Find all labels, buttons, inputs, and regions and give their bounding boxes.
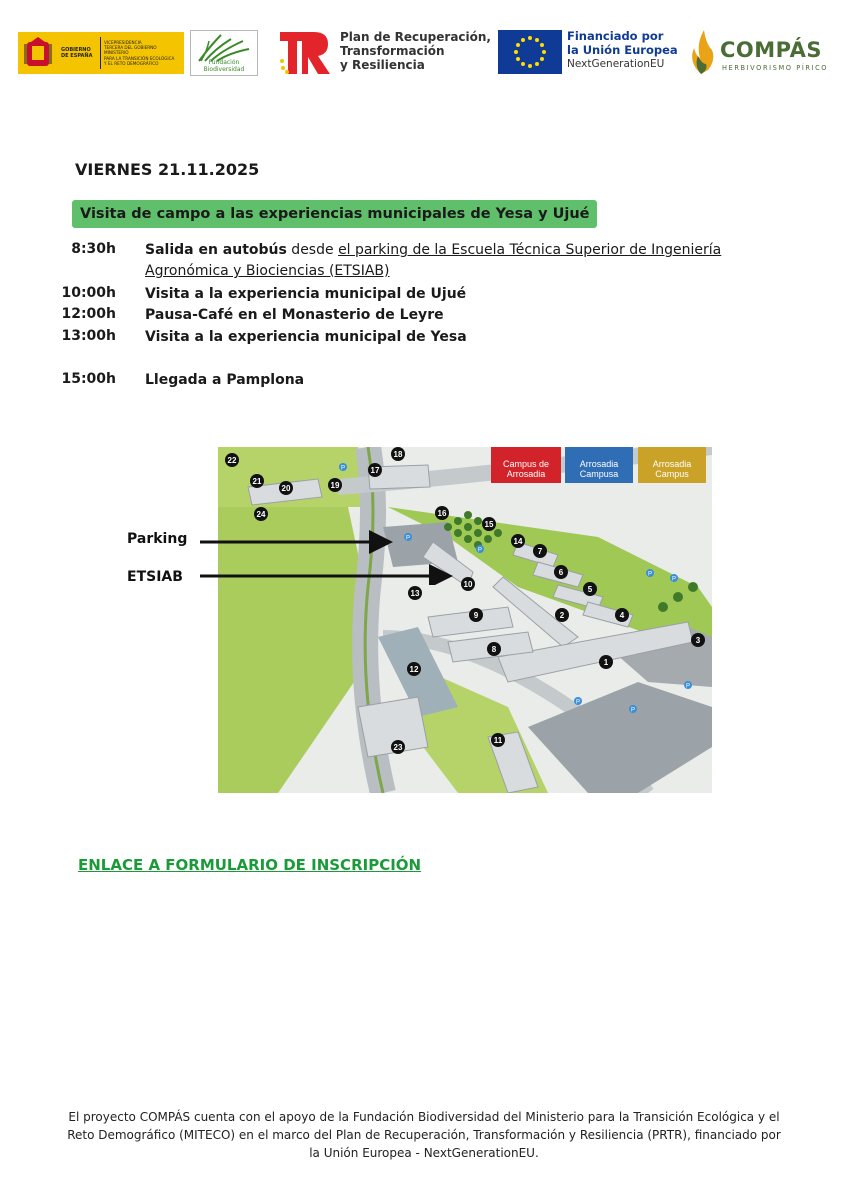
fundacion-label: Fundación Biodiversidad (203, 59, 245, 73)
building-number: 3 (695, 636, 701, 645)
building-number: 13 (410, 589, 420, 598)
eu-flag-icon (498, 30, 562, 74)
eu-line1: Financiado por (567, 29, 664, 43)
departure-rest: desde (286, 242, 339, 258)
building-number: 18 (393, 450, 403, 459)
min-line3: Y EL RETO DEMOGRÁFICO (104, 60, 159, 66)
prtr-line3: y Resiliencia (340, 58, 425, 72)
building-number: 14 (513, 537, 523, 546)
prtr-logo-mark (278, 30, 332, 80)
legend-1-line2: Arrosadia (506, 469, 546, 479)
parking-symbol: P (477, 547, 483, 554)
building-number: 15 (484, 520, 494, 529)
building-number: 22 (227, 456, 237, 465)
departure-bold: Salida en autobús (145, 242, 287, 258)
compas-name: COMPÁS (720, 38, 823, 62)
vp-line1: VICEPRESIDENCIA (104, 39, 142, 45)
etsiab-label: ETSIAB (127, 569, 183, 585)
campus-map (218, 447, 712, 793)
footer-funding-note: El proyecto COMPÁS cuenta con el apoyo de la Fundación Biodiversidad del Ministerio para la Transición Ecológica y el Reto Demográfico (MITECO) en el marco del Plan de Recuperación, Transformación y Resiliencia (PRTR), financiado por la Unión Europea - NextGenerationEU. (67, 1110, 781, 1160)
building-number: 20 (281, 484, 291, 493)
legend-3-line1: Arrosadia (652, 459, 692, 469)
building-number: 19 (330, 481, 340, 490)
schedule-item-llegada: Llegada a Pamplona (145, 372, 305, 388)
fundacion-biodiversidad-logo (190, 30, 258, 76)
eu-line3: NextGenerationEU (567, 58, 665, 70)
schedule-item-yesa: Visita a la experiencia municipal de Yesa (145, 329, 467, 345)
event-date: VIERNES 21.11.2025 (75, 160, 260, 179)
time-1300: 13:00h (61, 328, 116, 344)
gobierno-logo (18, 32, 184, 74)
eu-text (567, 29, 678, 71)
building-number: 16 (437, 509, 447, 518)
building-number: 5 (587, 585, 593, 594)
legend-3-line2: Campus (655, 469, 689, 479)
event-title-badge: Visita de campo a las experiencias municipales de Yesa y Ujué (72, 200, 597, 228)
eu-line2: la Unión Europea (567, 43, 678, 57)
parking-label: Parking (127, 531, 188, 547)
divider (100, 37, 101, 69)
map-arrows (195, 530, 460, 585)
map-legend (491, 447, 706, 483)
time-1200: 12:00h (61, 306, 116, 322)
building-number: 12 (409, 665, 419, 674)
prtr-text (340, 30, 491, 72)
building-number: 8 (491, 645, 497, 654)
legend-1-line1: Campus de (502, 459, 550, 469)
time-1500: 15:00h (61, 371, 116, 387)
parking-symbol: P (647, 571, 653, 578)
min-line2: PARA LA TRANSICIÓN ECOLÓGICA (104, 55, 175, 61)
compas-subtitle: HERBIVORISMO PÍRICO (722, 64, 829, 72)
parking-symbol: P (575, 699, 581, 706)
building-number: 9 (473, 611, 479, 620)
building-number: 21 (252, 477, 262, 486)
schedule-item-ujue: Visita a la experiencia municipal de Ujué (145, 286, 467, 302)
legend-2-line1: Arrosadia (579, 459, 619, 469)
building-number: 23 (393, 743, 403, 752)
parking-link[interactable]: el parking de la Escuela Técnica Superior de Ingeniería Agronómica y Biociencias (ETSIAB) (145, 242, 722, 279)
time-0830: 8:30h (71, 241, 116, 257)
parking-symbol: P (630, 707, 636, 714)
schedule-item-departure (145, 240, 785, 282)
building-number: 17 (370, 466, 380, 475)
building-number: 2 (559, 611, 565, 620)
parking-symbol: P (685, 683, 691, 690)
schedule-item-pausa: Pausa-Café en el Monasterio de Leyre (145, 307, 444, 323)
coat-of-arms-icon (18, 32, 58, 74)
registration-form-link[interactable]: ENLACE A FORMULARIO DE INSCRIPCIÓN (78, 856, 422, 874)
building-number: 1 (603, 658, 609, 667)
building-number: 24 (256, 510, 266, 519)
vp-line2: TERCERA DEL GOBIERNO (104, 45, 157, 51)
parking-symbol: P (671, 576, 677, 583)
gobierno-line2: DE ESPAÑA (61, 53, 93, 59)
legend-2-line2: Campusa (579, 469, 619, 479)
prtr-line1: Plan de Recuperación, (340, 30, 491, 44)
building-number: 6 (558, 568, 564, 577)
prtr-icon (278, 30, 332, 76)
parking-symbol: P (405, 535, 411, 542)
building-number: 4 (619, 611, 625, 620)
compas-flame-icon (684, 26, 718, 80)
building-number: 10 (463, 580, 473, 589)
min-line1: MINISTERIO (104, 50, 129, 56)
building-number: 7 (537, 547, 543, 556)
gobierno-line1: GOBIERNO (61, 47, 91, 53)
building-number: 11 (493, 736, 503, 745)
time-1000: 10:00h (61, 285, 116, 301)
prtr-line2: Transformación (340, 44, 445, 58)
parking-symbol: P (340, 465, 346, 472)
